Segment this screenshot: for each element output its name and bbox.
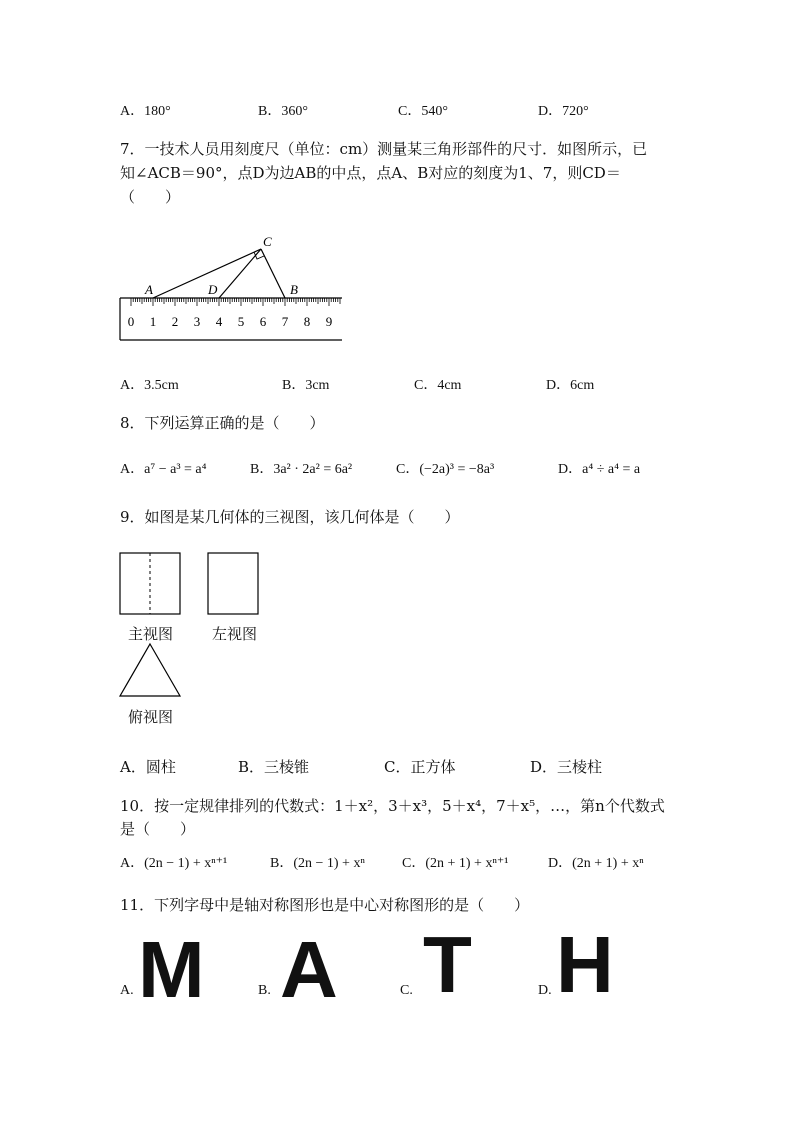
segment-dc (219, 249, 261, 298)
ruler-number: 6 (259, 314, 267, 329)
q10-stem-line2: 是（ ） (120, 820, 196, 838)
q7-option-b: B．3cm (282, 378, 330, 393)
ruler-number: 7 (281, 314, 289, 329)
ruler-number: 8 (303, 314, 311, 329)
top-view-caption: 俯视图 (128, 708, 174, 726)
left-view-figure (206, 551, 260, 617)
q9-option-b: B．三棱锥 (238, 758, 310, 776)
ruler-number: 9 (325, 314, 333, 329)
front-view-figure (118, 551, 182, 617)
q8-stem: 8．下列运算正确的是（ ） (120, 414, 325, 432)
left-view-caption: 左视图 (212, 625, 258, 643)
q10-option-c: C．(2n + 1) + xⁿ⁺¹ (402, 856, 509, 871)
label-b: B (290, 282, 298, 297)
ruler-number: 5 (237, 314, 245, 329)
q11-letter-a: A (280, 925, 338, 1014)
q6-option-b: B．360° (258, 104, 308, 119)
q7-option-a: A．3.5cm (120, 378, 179, 393)
q11-option-c-prefix: C. (400, 983, 413, 998)
label-a: A (145, 282, 153, 297)
q6-option-a: A．180° (120, 104, 171, 119)
q6-option-c: C．540° (398, 104, 448, 119)
segment-cb (261, 249, 285, 298)
q7-option-d: D．6cm (546, 378, 595, 393)
q10-stem-line1: 10．按一定规律排列的代数式：1＋x²，3＋x³，5＋x⁴，7＋x⁵，…，第n个代数式 (120, 797, 665, 815)
q9-option-c: C．正方体 (384, 758, 456, 776)
q7-stem-line3: （ ） (120, 188, 181, 206)
q7-ruler-triangle-figure (118, 232, 348, 344)
q7-stem-line1: 7．一技术人员用刻度尺（单位：cm）测量某三角形部件的尺寸．如图所示，已 (120, 140, 648, 158)
q7-option-c: C．4cm (414, 378, 462, 393)
q7-stem-line2: 知∠ACB＝90°，点D为边AB的中点，点A、B对应的刻度为1、7，则CD＝ (120, 164, 621, 182)
q10-option-d: D．(2n + 1) + xⁿ (548, 856, 644, 871)
q9-option-d: D．三棱柱 (530, 758, 603, 776)
q11-option-a-prefix: A. (120, 983, 134, 998)
q11-stem: 11．下列字母中是轴对称图形也是中心对称图形的是（ ） (120, 896, 530, 914)
q11-option-d-prefix: D. (538, 983, 552, 998)
ruler-number: 1 (149, 314, 157, 329)
q8-option-d: D．a⁴ ÷ a⁴ = a (558, 462, 641, 477)
q11-option-b-prefix: B. (258, 983, 271, 998)
top-view-figure (118, 641, 184, 699)
q6-option-d: D．720° (538, 104, 589, 119)
ruler-number: 0 (127, 314, 135, 329)
q8-option-c: C．(−2a)³ = −8a³ (396, 462, 495, 477)
ruler-number: 2 (171, 314, 179, 329)
q9-option-a: A．圆柱 (120, 758, 176, 776)
q11-letter-t: T (423, 920, 472, 1009)
label-d: D (208, 282, 218, 297)
label-c: C (263, 234, 272, 249)
q10-option-b: B．(2n − 1) + xⁿ (270, 856, 365, 871)
q8-option-b: B．3a² · 2a² = 6a² (250, 462, 353, 477)
ruler-number: 4 (215, 314, 223, 329)
ruler-number: 3 (193, 314, 201, 329)
q8-option-a: A．a⁷ − a³ = a⁴ (120, 462, 207, 477)
front-view-caption: 主视图 (128, 625, 174, 643)
q11-letter-m: M (138, 925, 205, 1014)
q10-option-a: A．(2n − 1) + xⁿ⁺¹ (120, 856, 228, 871)
q9-stem: 9．如图是某几何体的三视图，该几何体是（ ） (120, 508, 460, 526)
q11-letter-h: H (556, 920, 614, 1009)
segment-ac (153, 249, 261, 298)
